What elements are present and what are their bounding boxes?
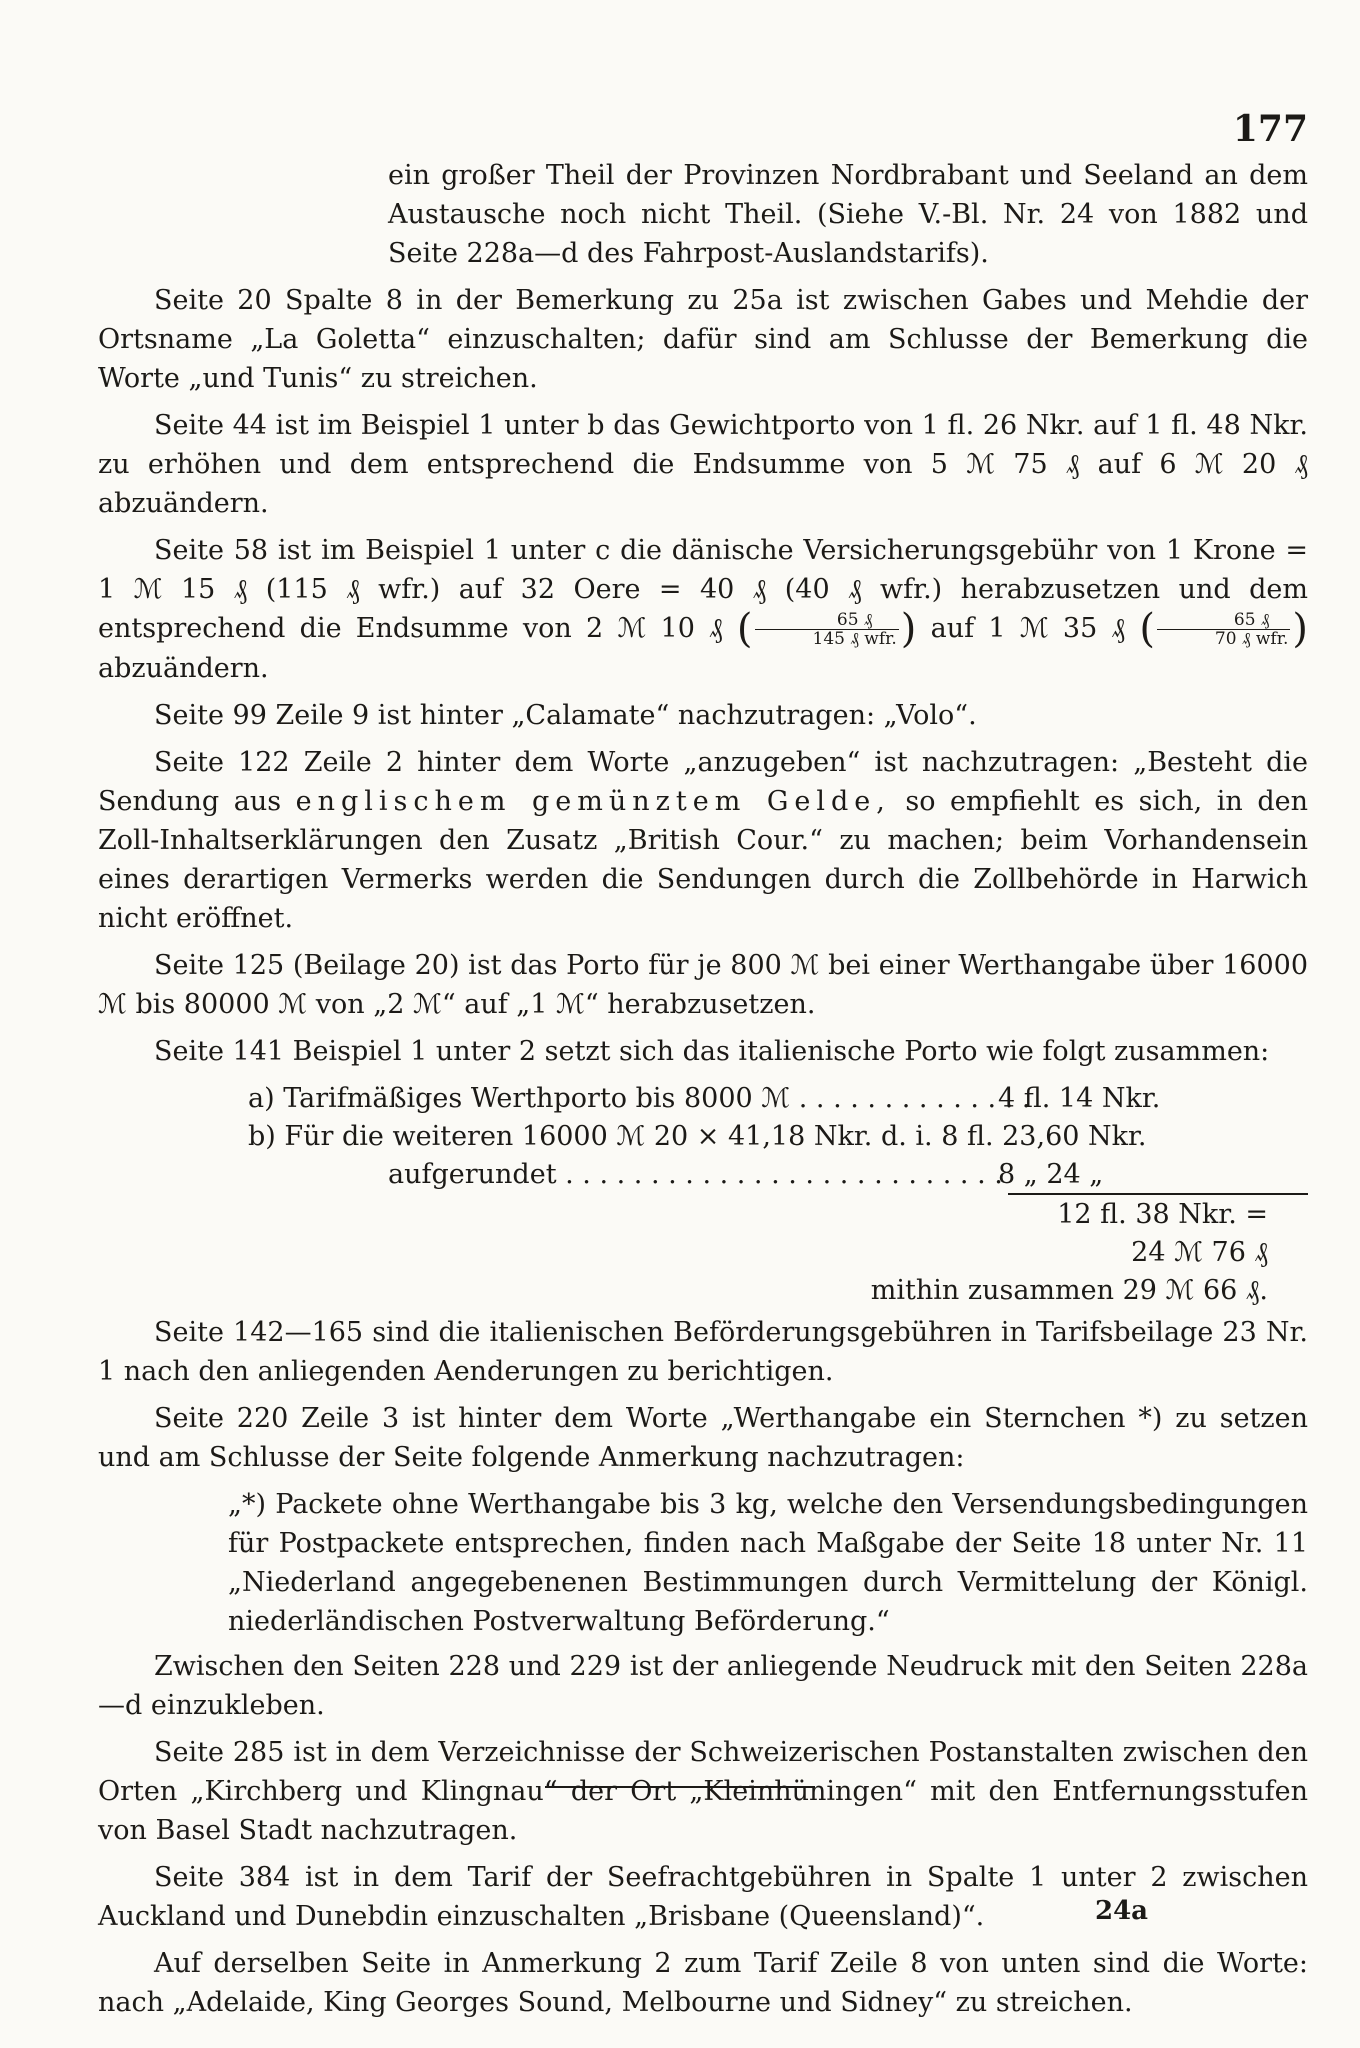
calc-row-b-label: b) Für die weiteren 16000 ℳ 20 × 41,18 Nkr. d. i. 8 fl. 23,60 Nkr. [248,1121,1147,1152]
fraction-2 [1157,611,1290,648]
seite-58-text-a: Seite 58 ist im Beispiel 1 unter c die dänische Versicherungsgebühr von 1 Krone = 1 ℳ 15 ₰ (115 ₰ wfr.) auf 32 Oere = 40 ₰ (40 ₰ wfr.) herabzusetzen und dem entsprechend die Endsumme von 2 ℳ 10 ₰ [98,535,1308,644]
signature-mark: 24a [1095,1896,1149,1926]
paragraph-seite-384: Seite 384 ist in dem Tarif der Seefrachtgebühren in Spalte 1 unter 2 zwischen Auckland und Dunebdin einzuschalten „Brisbane (Queensland)“. [98,1862,1308,1932]
paragraph-seite-122 [98,743,1308,938]
fraction-1-numerator: 65 ₰ [755,611,899,630]
calc-row-b [98,1117,1308,1155]
paragraph-seite-220-note: „*) Packete ohne Werthangabe bis 3 kg, welche den Versendungsbedingungen für Postpackete entsprechen, finden nach Maßgabe der Seite 18 unter Nr. 11 „Niederland angegebenenen Bestimmungen durch Vermittelung der Königl. niederländischen Postverwaltung Beförderung.“ [228,1489,1308,1637]
seite-122-spaced-text: englischem gemünztem Gelde, [295,786,891,817]
document-body [98,156,1308,2030]
calc-row-c-label: aufgerundet . . . . . . . . . . . . . . . . . . . . . . . . . . [388,1159,1003,1190]
paragraph-seite-141: Seite 141 Beispiel 1 unter 2 setzt sich das italienische Porto wie folgt zusammen: [154,1036,1270,1067]
calc-row-c-amount: 8 „ 24 „ [998,1159,1104,1190]
paragraph-seite-99: Seite 99 Zeile 9 ist hinter „Calamate“ nachzutragen: „Volo“. [154,700,977,731]
page-number: 177 [1232,108,1308,150]
section-divider [545,1786,815,1788]
paragraph-seite-142: Seite 142—165 sind die italienischen Beförderungsgebühren in Tarifsbeilage 23 Nr. 1 nach den anliegenden Aenderungen zu berichtigen. [98,1317,1308,1387]
paragraph-seite-228: Zwischen den Seiten 228 und 229 ist der anliegende Neudruck mit den Seiten 228a—d einzukleben. [98,1651,1308,1721]
calc-total-1: 12 fl. 38 Nkr. = [1057,1199,1268,1230]
seite-122-text-b: so empfiehlt es sich, in den Zoll-Inhaltserklärungen den Zusatz „British Cour.“ zu machen; beim Vorhandensein eines derartigen Vermerks werden die Sendungen durch die Zollbehörde in Harwich nicht eröffnet. [98,786,1308,934]
fraction-1 [755,611,899,648]
calc-row-a-label: a) Tarifmäßiges Werthporto bis 8000 ℳ . . . . . . . . . . . . . . [248,1083,1031,1114]
paren-open-2: ( [1139,606,1155,652]
paragraph-seite-125: Seite 125 (Beilage 20) ist das Porto für je 800 ℳ bei einer Werthangabe über 16000 ℳ bis 80000 ℳ von „2 ℳ“ auf „1 ℳ“ herabzusetzen. [98,950,1308,1020]
fraction-2-denominator: 70 ₰ wfr. [1214,629,1289,649]
seite-58-text-c: abzuändern. [98,653,269,684]
paragraph-seite-384-note: Auf derselben Seite in Anmerkung 2 zum Tarif Zeile 8 von unten sind die Worte: nach „Adelaide, King Georges Sound, Melbourne und Sidney“ zu streichen. [98,1948,1308,2018]
calc-total-2: 24 ℳ 76 ₰ [1131,1237,1268,1268]
paragraph-seite-58 [98,531,1308,688]
paragraph-seite-220: Seite 220 Zeile 3 ist hinter dem Worte „Werthangabe ein Sternchen *) zu setzen und am Schlusse der Seite folgende Anmerkung nachzutragen: [98,1403,1308,1473]
paragraph-seite-20: Seite 20 Spalte 8 in der Bemerkung zu 25a ist zwischen Gabes und Mehdie der Ortsname „La Goletta“ einzuschalten; dafür sind am Schlusse der Bemerkung die Worte „und Tunis“ zu streichen. [98,285,1308,394]
paragraph-continuation: ein großer Theil der Provinzen Nordbrabant und Seeland an dem Austausche noch nicht Theil. (Siehe V.-Bl. Nr. 24 von 1882 und Seite 228a—d des Fahrpost-Auslandstarifs). [388,160,1308,269]
paren-close: ) [900,606,917,652]
seite-122-text-a: Seite 122 Zeile 2 hinter dem Worte „anzugeben“ ist nachzutragen: „Besteht die Sendung aus [98,747,1308,817]
calc-total-3: mithin zusammen 29 ℳ 66 ₰. [870,1275,1268,1306]
paragraph-seite-285: Seite 285 ist in dem Verzeichnisse der Schweizerischen Postanstalten zwischen den Orten „Kirchberg und Klingnau“ der Ort „Kleinhüningen“ mit den Entfernungsstufen von Basel Stadt nachzutragen. [98,1737,1308,1846]
paragraph-seite-44: Seite 44 ist im Beispiel 1 unter b das Gewichtporto von 1 fl. 26 Nkr. auf 1 fl. 48 Nkr. zu erhöhen und dem entsprechend die Endsumme von 5 ℳ 75 ₰ auf 6 ℳ 20 ₰ abzuändern. [98,410,1308,519]
paren-close-2: ) [1292,606,1308,652]
calc-row-c [98,1155,1308,1193]
fraction-1-denominator: 145 ₰ wfr. [812,629,897,649]
paren-open: ( [736,606,753,652]
seite-58-text-b: auf 1 ℳ 35 ₰ [930,613,1126,644]
porto-calculation [98,1079,1308,1309]
calc-row-a-amount: 4 fl. 14 Nkr. [998,1083,1161,1114]
calc-row-a [98,1079,1308,1117]
fraction-2-numerator: 65 ₰ [1157,611,1290,630]
